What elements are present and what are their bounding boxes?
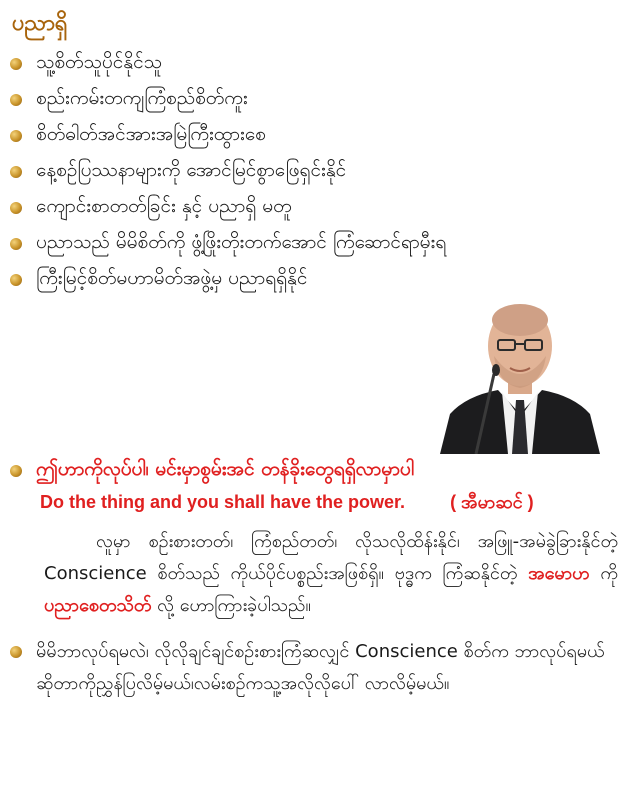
highlight-panna: ပညာစေတသိတ် bbox=[44, 595, 152, 616]
list-item bbox=[10, 82, 630, 118]
paragraph-text-3: လို့ ဟောကြားခဲ့ပါသည်။ bbox=[151, 595, 311, 616]
body-paragraph bbox=[44, 526, 618, 622]
speaker-illustration bbox=[436, 296, 604, 454]
quote-myanmar: ဤဟာကိုလုပ်ပါ၊ မင်းမှာစွမ်းအင် တန်ခိုးတွေရရှိလာမှာပါ bbox=[36, 458, 415, 480]
gold-bullet-icon bbox=[10, 274, 22, 286]
gold-bullet-icon bbox=[10, 94, 22, 106]
bullet-text: ကြီးမြင့်စိတ်မဟာမိတ်အဖွဲ့မှ ပညာရရှိနိုင် bbox=[36, 267, 308, 289]
bullet-text: သူ့စိတ်သူပိုင်နိုင်သူ bbox=[36, 51, 163, 73]
list-item bbox=[10, 118, 630, 154]
last-bullet-text: မိမိဘာလုပ်ရမလဲ၊ လိုလိုချင်ချင်စဉ်းစားကြံဆလျှင် Conscience စိတ်က ဘာလုပ်ရမယ်ဆိုတာကိုညွှန်ပြလိမ့်မယ်၊လမ်းစဉ်ကသူ့အလိုလိုပေါ် လာလိမ့်မယ်။ bbox=[36, 641, 605, 694]
list-item bbox=[10, 262, 630, 298]
bullet-text: ကျောင်းစာတတ်ခြင်း နှင့် ပညာရှိ မတူ bbox=[36, 195, 292, 217]
paragraph-text-1: လူမှာ စဉ်းစားတတ်၊ ကြံစည်တတ်၊ လိုသလိုထိန်းနိုင်၊ အဖြူ-အမဲခွဲခြားနိုင်တဲ့ Conscience စိတ်သည် ကိုယ်ပိုင်ပစ္စည်းအဖြစ်ရှိ။ ဗုဒ္ဓက ကြံဆနိုင်တဲ့ bbox=[44, 531, 618, 584]
paragraph-text-2: ကို bbox=[589, 563, 618, 584]
gold-bullet-icon bbox=[10, 465, 22, 477]
bullet-list bbox=[10, 46, 630, 298]
list-item bbox=[10, 46, 630, 82]
bullet-text: ပညာသည် မိမိစိတ်ကို ဖွံ့ဖြိုးတိုးတက်အောင် ကြံဆောင်ရာမှီးရ bbox=[36, 231, 447, 253]
quote-bullet bbox=[10, 456, 630, 486]
gold-bullet-icon bbox=[10, 238, 22, 250]
gold-bullet-icon bbox=[10, 58, 22, 70]
gold-bullet-icon bbox=[10, 166, 22, 178]
speaker-photo bbox=[436, 296, 604, 454]
bullet-text: စိတ်ဓါတ်အင်အားအမြဲကြီးထွားစေ bbox=[36, 123, 266, 145]
quote-english-line bbox=[40, 490, 630, 517]
bullet-text: စည်းကမ်းတကျကြံစည်စိတ်ကူး bbox=[36, 87, 248, 109]
last-bullet bbox=[10, 636, 630, 700]
gold-bullet-icon bbox=[10, 130, 22, 142]
highlight-amoha: အမောဟ bbox=[528, 563, 590, 584]
quote-author: ( အီမာဆင် ) bbox=[450, 492, 534, 512]
quote-english: Do the thing and you shall have the power. bbox=[40, 492, 406, 512]
page-title: ပညာရှိ bbox=[12, 11, 68, 36]
list-item bbox=[10, 154, 630, 190]
gold-bullet-icon bbox=[10, 202, 22, 214]
gold-bullet-icon bbox=[10, 646, 22, 658]
bullet-text: နေ့စဉ်ပြဿနာများကို အောင်မြင်စွာဖြေရှင်းနိုင် bbox=[36, 159, 347, 181]
list-item bbox=[10, 226, 630, 262]
list-item bbox=[10, 190, 630, 226]
